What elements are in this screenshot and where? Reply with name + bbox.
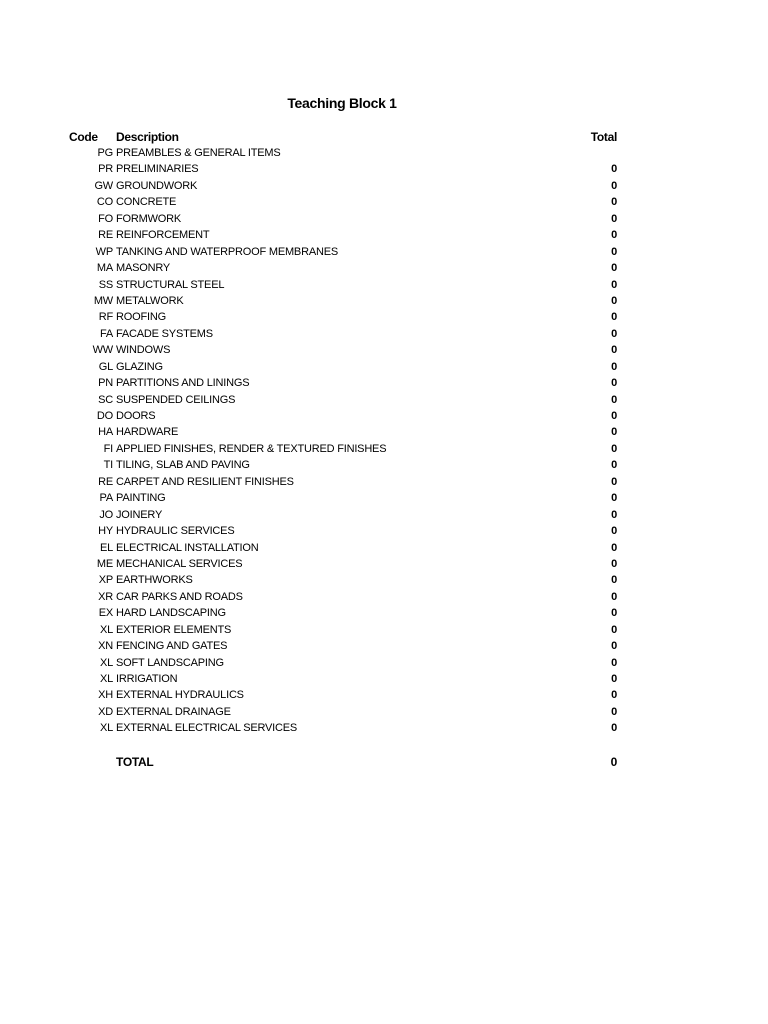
table-row: [0, 327, 768, 343]
table-row: [0, 721, 768, 737]
row-code: JO: [99, 508, 113, 521]
row-total: 0: [611, 492, 617, 505]
table-row: [0, 491, 768, 507]
table-row: [0, 162, 768, 178]
row-total: 0: [611, 689, 617, 702]
row-description: HYDRAULIC SERVICES: [116, 525, 235, 538]
row-code: XP: [98, 574, 113, 587]
row-code: PA: [99, 492, 113, 505]
table-row: [0, 475, 768, 491]
row-total: 0: [611, 245, 617, 258]
row-description: HARD LANDSCAPING: [116, 607, 226, 620]
table-row: [0, 393, 768, 409]
row-total: 0: [611, 212, 617, 225]
grand-total-label: TOTAL: [116, 755, 154, 769]
row-total: 0: [611, 278, 617, 291]
row-description: METALWORK: [116, 294, 184, 307]
table-row: [0, 688, 768, 704]
table-row: [0, 672, 768, 688]
row-total: 0: [611, 640, 617, 653]
row-description: PARTITIONS AND LININGS: [116, 377, 250, 390]
row-description: CONCRETE: [116, 196, 177, 209]
row-code: XR: [98, 590, 113, 603]
row-total: 0: [611, 163, 617, 176]
table-row: [0, 409, 768, 425]
row-code: XL: [99, 722, 113, 735]
table-row: [0, 590, 768, 606]
row-description: PRELIMINARIES: [116, 163, 199, 176]
row-code: WP: [95, 245, 113, 258]
table-row: [0, 705, 768, 721]
row-total: 0: [611, 607, 617, 620]
row-description: FENCING AND GATES: [116, 640, 228, 653]
row-code: EX: [98, 607, 113, 620]
row-description: PREAMBLES & GENERAL ITEMS: [116, 147, 281, 159]
row-total: 0: [611, 508, 617, 521]
row-code: GL: [98, 360, 113, 373]
row-description: JOINERY: [116, 508, 163, 521]
row-description: ELECTRICAL INSTALLATION: [116, 541, 259, 554]
row-description: TILING, SLAB AND PAVING: [116, 459, 250, 472]
row-code: FI: [103, 442, 113, 455]
table-row: [0, 294, 768, 310]
table-row: [0, 261, 768, 277]
row-total: 0: [611, 722, 617, 735]
row-total: 0: [611, 673, 617, 685]
table-row: [0, 195, 768, 211]
row-total: 0: [611, 196, 617, 209]
row-code: XL: [99, 656, 113, 669]
row-total: 0: [611, 393, 617, 406]
table-row: [0, 278, 768, 294]
table-row: [0, 639, 768, 655]
row-total: 0: [611, 327, 617, 340]
grand-total-value: 0: [610, 755, 617, 769]
row-description: MECHANICAL SERVICES: [116, 557, 243, 570]
row-code: PN: [98, 377, 113, 390]
row-code: CO: [96, 196, 113, 209]
row-description: EXTERNAL HYDRAULICS: [116, 689, 244, 702]
table-row: [0, 573, 768, 589]
row-code: EL: [99, 541, 113, 554]
row-code: GW: [94, 179, 113, 192]
row-total: 0: [611, 377, 617, 390]
row-total: 0: [611, 590, 617, 603]
table-row: [0, 343, 768, 359]
table-row: [0, 508, 768, 524]
row-description: FORMWORK: [116, 212, 182, 225]
row-code: RF: [98, 311, 113, 324]
row-description: REINFORCEMENT: [116, 229, 210, 242]
row-description: HARDWARE: [116, 426, 179, 439]
table-row: [0, 541, 768, 557]
table-row: [0, 212, 768, 228]
row-code: WW: [92, 344, 113, 357]
row-description: FACADE SYSTEMS: [116, 327, 213, 340]
row-total: 0: [611, 311, 617, 324]
row-code: XL: [99, 673, 113, 685]
row-description: EXTERIOR ELEMENTS: [116, 623, 232, 636]
row-total: 0: [611, 623, 617, 636]
row-total: 0: [611, 262, 617, 275]
row-code: FA: [99, 327, 113, 340]
row-code: SC: [98, 393, 113, 406]
row-total: 0: [611, 475, 617, 488]
row-total: 0: [611, 525, 617, 538]
table-row: [0, 425, 768, 441]
table-row: [0, 557, 768, 573]
document-title: Teaching Block 1: [287, 95, 397, 111]
row-total: 0: [611, 294, 617, 307]
row-code: XL: [99, 623, 113, 636]
table-row: [0, 623, 768, 639]
row-total: 0: [611, 557, 617, 570]
row-total: 0: [611, 541, 617, 554]
row-total: 0: [611, 179, 617, 192]
row-code: PG: [97, 147, 113, 159]
row-description: CAR PARKS AND ROADS: [116, 590, 243, 603]
table-row: [0, 360, 768, 376]
row-description: GROUNDWORK: [116, 179, 198, 192]
column-header-description: Description: [116, 130, 179, 144]
row-description: CARPET AND RESILIENT FINISHES: [116, 475, 294, 488]
row-code: FO: [98, 212, 113, 225]
row-total: 0: [611, 426, 617, 439]
row-total: 0: [611, 410, 617, 422]
row-description: SUSPENDED CEILINGS: [116, 393, 236, 406]
row-description: ROOFING: [116, 311, 166, 324]
row-code: DO: [96, 410, 113, 422]
table-row: [0, 458, 768, 474]
row-total: 0: [611, 360, 617, 373]
row-code: MA: [96, 262, 113, 275]
row-code: TI: [103, 459, 113, 472]
row-code: RE: [98, 229, 113, 242]
row-description: MASONRY: [116, 262, 171, 275]
row-code: RE: [98, 475, 113, 488]
row-code: HY: [98, 525, 113, 538]
row-code: XD: [98, 705, 113, 718]
row-code: PR: [98, 163, 113, 176]
row-description: EXTERNAL DRAINAGE: [116, 705, 231, 718]
table-row: [0, 146, 768, 162]
cost-table-body: [0, 146, 768, 738]
row-description: DOORS: [116, 410, 156, 422]
row-total: 0: [611, 442, 617, 455]
table-row: [0, 228, 768, 244]
table-row: [0, 245, 768, 261]
row-total: 0: [611, 344, 617, 357]
row-description: EARTHWORKS: [116, 574, 193, 587]
column-header-total: Total: [590, 130, 617, 144]
table-row: [0, 376, 768, 392]
row-description: GLAZING: [116, 360, 163, 373]
row-description: SOFT LANDSCAPING: [116, 656, 224, 669]
table-row: [0, 606, 768, 622]
row-description: STRUCTURAL STEEL: [116, 278, 225, 291]
table-row: [0, 310, 768, 326]
row-description: IRRIGATION: [116, 673, 178, 685]
row-code: MW: [93, 294, 113, 307]
table-row: [0, 179, 768, 195]
row-description: WINDOWS: [116, 344, 171, 357]
table-row: [0, 524, 768, 540]
row-description: PAINTING: [116, 492, 166, 505]
row-description: EXTERNAL ELECTRICAL SERVICES: [116, 722, 298, 735]
row-code: HA: [98, 426, 113, 439]
table-row: [0, 656, 768, 672]
row-description: APPLIED FINISHES, RENDER & TEXTURED FINISHES: [116, 442, 387, 455]
row-code: XH: [98, 689, 113, 702]
row-code: XN: [98, 640, 113, 653]
row-description: TANKING AND WATERPROOF MEMBRANES: [116, 245, 338, 258]
column-header-code: Code: [69, 130, 98, 144]
row-code: SS: [98, 278, 113, 291]
row-total: 0: [611, 574, 617, 587]
row-total: 0: [611, 459, 617, 472]
row-total: 0: [611, 705, 617, 718]
row-total: 0: [611, 229, 617, 242]
row-code: ME: [96, 557, 113, 570]
grand-total-row: [0, 755, 768, 773]
table-row: [0, 442, 768, 458]
row-total: 0: [611, 656, 617, 669]
